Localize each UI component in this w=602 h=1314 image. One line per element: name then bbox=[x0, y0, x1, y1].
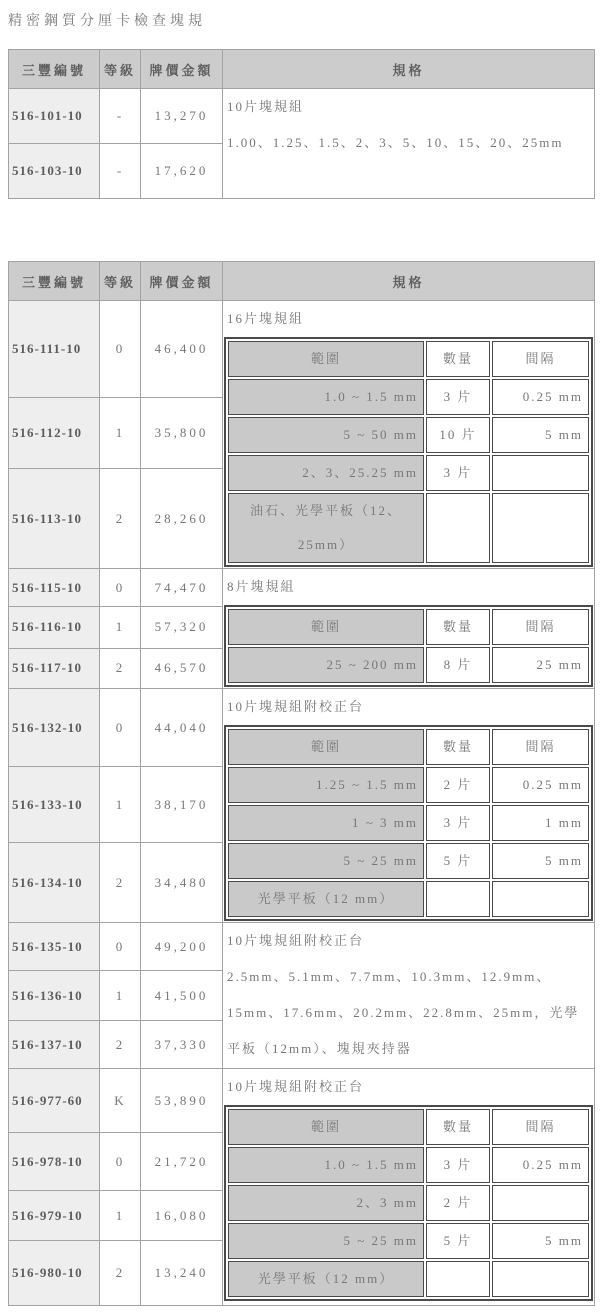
qty-cell bbox=[426, 1261, 490, 1297]
grade-cell: 1 bbox=[100, 607, 141, 648]
col-header-grade: 等級 bbox=[100, 262, 141, 301]
part-number-cell: 516-135-10 bbox=[9, 923, 100, 971]
part-number-cell: 516-112-10 bbox=[9, 398, 100, 469]
grade-cell: 2 bbox=[100, 469, 141, 569]
qty-cell bbox=[426, 881, 490, 917]
range-cell: 5 ~ 25 mm bbox=[228, 843, 424, 879]
nested-header-row bbox=[228, 609, 589, 645]
price-cell: 35,800 bbox=[141, 398, 223, 469]
nested-col-header-range: 範圍 bbox=[228, 729, 424, 765]
spec-title: 10片塊規組附校正台 bbox=[227, 699, 365, 714]
qty-cell: 2 片 bbox=[426, 767, 490, 803]
grade-cell: 2 bbox=[100, 843, 141, 923]
nested-col-header-range: 範圍 bbox=[228, 1109, 424, 1145]
nested-col-header-qty: 數量 bbox=[426, 609, 490, 645]
col-header-grade: 等級 bbox=[100, 50, 141, 89]
grade-cell: 1 bbox=[100, 1191, 141, 1241]
price-cell: 34,480 bbox=[141, 843, 223, 923]
price-cell: 46,570 bbox=[141, 648, 223, 688]
nested-row bbox=[228, 1223, 589, 1259]
price-cell: 37,330 bbox=[141, 1021, 223, 1069]
nested-col-header-interval: 間隔 bbox=[492, 1109, 589, 1145]
nested-row bbox=[228, 843, 589, 879]
nested-row bbox=[228, 1261, 589, 1297]
part-number-cell: 516-978-10 bbox=[9, 1133, 100, 1191]
interval-cell: 1 mm bbox=[492, 805, 589, 841]
range-cell: 光學平板（12 mm） bbox=[228, 1261, 424, 1297]
nested-row bbox=[228, 881, 589, 917]
qty-cell bbox=[426, 493, 490, 563]
spec-title: 8片塊規組 bbox=[227, 579, 296, 594]
nested-col-header-qty: 數量 bbox=[426, 1109, 490, 1145]
nested-col-header-range: 範圍 bbox=[228, 609, 424, 645]
part-number-cell: 516-113-10 bbox=[9, 469, 100, 569]
range-cell: 光學平板（12 mm） bbox=[228, 881, 424, 917]
interval-cell: 25 mm bbox=[492, 647, 589, 683]
grade-cell: 2 bbox=[100, 648, 141, 688]
grade-cell: 0 bbox=[100, 301, 141, 398]
table-row bbox=[9, 923, 595, 971]
qty-cell: 5 片 bbox=[426, 843, 490, 879]
col-header-price: 牌價金額 bbox=[141, 262, 223, 301]
range-cell: 5 ~ 25 mm bbox=[228, 1223, 424, 1259]
col-header-spec: 規格 bbox=[223, 50, 595, 89]
price-cell: 46,400 bbox=[141, 301, 223, 398]
spec-title: 16片塊規組 bbox=[227, 311, 305, 326]
grade-cell: 0 bbox=[100, 923, 141, 971]
range-cell: 1.0 ~ 1.5 mm bbox=[228, 1147, 424, 1183]
nested-row bbox=[228, 417, 589, 453]
table-row bbox=[9, 689, 595, 767]
part-number-cell: 516-111-10 bbox=[9, 301, 100, 398]
qty-cell: 5 片 bbox=[426, 1223, 490, 1259]
spec-cell bbox=[223, 89, 595, 199]
range-cell: 25 ~ 200 mm bbox=[228, 647, 424, 683]
qty-cell: 3 片 bbox=[426, 455, 490, 491]
price-cell: 16,080 bbox=[141, 1191, 223, 1241]
nested-col-header-qty: 數量 bbox=[426, 341, 490, 377]
range-cell: 1.0 ~ 1.5 mm bbox=[228, 379, 424, 415]
interval-cell: 5 mm bbox=[492, 417, 589, 453]
range-cell: 油石、光學平板（12、25mm） bbox=[228, 493, 424, 563]
nested-header-row bbox=[228, 341, 589, 377]
qty-cell: 10 片 bbox=[426, 417, 490, 453]
spec-sizes-text: 2.5mm、5.1mm、7.7mm、10.3mm、12.9mm、15mm、17.6mm、20.2mm、22.8mm、25mm，光學平板（12mm）、塊規夾持器 bbox=[227, 969, 580, 1056]
price-cell: 13,240 bbox=[141, 1241, 223, 1306]
table-row bbox=[9, 1069, 595, 1133]
price-table-2 bbox=[8, 261, 595, 1306]
grade-cell: 1 bbox=[100, 767, 141, 843]
price-cell: 41,500 bbox=[141, 971, 223, 1021]
nested-col-header-qty: 數量 bbox=[426, 729, 490, 765]
spec-sizes-text: 1.00、1.25、1.5、2、3、5、10、15、20、25mm bbox=[227, 135, 564, 150]
price-cell: 74,470 bbox=[141, 569, 223, 607]
part-number-cell: 516-115-10 bbox=[9, 569, 100, 607]
part-number-cell: 516-101-10 bbox=[9, 89, 100, 144]
col-header-spec: 規格 bbox=[223, 262, 595, 301]
spec-cell bbox=[223, 1069, 595, 1306]
range-cell: 5 ~ 50 mm bbox=[228, 417, 424, 453]
part-number-cell: 516-116-10 bbox=[9, 607, 100, 648]
qty-cell: 3 片 bbox=[426, 1147, 490, 1183]
interval-cell: 5 mm bbox=[492, 1223, 589, 1259]
table-row bbox=[9, 301, 595, 398]
nested-col-header-range: 範圍 bbox=[228, 341, 424, 377]
spec-cell bbox=[223, 923, 595, 1069]
interval-cell bbox=[492, 1185, 589, 1221]
nested-row bbox=[228, 379, 589, 415]
nested-header-row bbox=[228, 1109, 589, 1145]
nested-row bbox=[228, 767, 589, 803]
nested-row bbox=[228, 805, 589, 841]
nested-header-row bbox=[228, 729, 589, 765]
interval-cell bbox=[492, 455, 589, 491]
col-header-price: 牌價金額 bbox=[141, 50, 223, 89]
qty-cell: 3 片 bbox=[426, 379, 490, 415]
header-row bbox=[9, 262, 595, 301]
interval-cell bbox=[492, 493, 589, 563]
part-number-cell: 516-980-10 bbox=[9, 1241, 100, 1306]
part-number-cell: 516-137-10 bbox=[9, 1021, 100, 1069]
price-cell: 13,270 bbox=[141, 89, 223, 144]
nested-row bbox=[228, 455, 589, 491]
qty-cell: 2 片 bbox=[426, 1185, 490, 1221]
grade-cell: 1 bbox=[100, 398, 141, 469]
price-cell: 21,720 bbox=[141, 1133, 223, 1191]
range-cell: 2、3 mm bbox=[228, 1185, 424, 1221]
col-header-code: 三豐編號 bbox=[9, 262, 100, 301]
header-row bbox=[9, 50, 595, 89]
spec-title: 10片塊規組附校正台 bbox=[227, 1079, 365, 1094]
interval-cell bbox=[492, 881, 589, 917]
nested-col-header-interval: 間隔 bbox=[492, 609, 589, 645]
interval-cell bbox=[492, 1261, 589, 1297]
nested-row bbox=[228, 647, 589, 683]
interval-cell: 5 mm bbox=[492, 843, 589, 879]
price-cell: 28,260 bbox=[141, 469, 223, 569]
grade-cell: - bbox=[100, 89, 141, 144]
nested-row bbox=[228, 1147, 589, 1183]
col-header-code: 三豐編號 bbox=[9, 50, 100, 89]
grade-cell: 2 bbox=[100, 1021, 141, 1069]
interval-cell: 0.25 mm bbox=[492, 1147, 589, 1183]
spec-detail-table bbox=[224, 605, 593, 687]
part-number-cell: 516-133-10 bbox=[9, 767, 100, 843]
table-row bbox=[9, 569, 595, 607]
grade-cell: 2 bbox=[100, 1241, 141, 1306]
price-cell: 49,200 bbox=[141, 923, 223, 971]
grade-cell: K bbox=[100, 1069, 141, 1133]
page-title: 精密鋼質分厘卡檢查塊規 bbox=[8, 14, 206, 29]
table-row bbox=[9, 89, 595, 144]
nested-col-header-interval: 間隔 bbox=[492, 729, 589, 765]
spec-detail-table bbox=[224, 1105, 593, 1301]
price-cell: 38,170 bbox=[141, 767, 223, 843]
price-cell: 44,040 bbox=[141, 689, 223, 767]
spec-cell bbox=[223, 689, 595, 923]
part-number-cell: 516-979-10 bbox=[9, 1191, 100, 1241]
nested-col-header-interval: 間隔 bbox=[492, 341, 589, 377]
part-number-cell: 516-977-60 bbox=[9, 1069, 100, 1133]
nested-row bbox=[228, 1185, 589, 1221]
part-number-cell: 516-117-10 bbox=[9, 648, 100, 688]
range-cell: 1.25 ~ 1.5 mm bbox=[228, 767, 424, 803]
qty-cell: 3 片 bbox=[426, 805, 490, 841]
spec-detail-table bbox=[224, 337, 593, 567]
grade-cell: 0 bbox=[100, 689, 141, 767]
interval-cell: 0.25 mm bbox=[492, 767, 589, 803]
price-cell: 17,620 bbox=[141, 144, 223, 199]
grade-cell: 0 bbox=[100, 569, 141, 607]
grade-cell: 0 bbox=[100, 1133, 141, 1191]
part-number-cell: 516-132-10 bbox=[9, 689, 100, 767]
spec-cell bbox=[223, 301, 595, 569]
part-number-cell: 516-134-10 bbox=[9, 843, 100, 923]
grade-cell: - bbox=[100, 144, 141, 199]
interval-cell: 0.25 mm bbox=[492, 379, 589, 415]
spec-cell bbox=[223, 569, 595, 689]
nested-row bbox=[228, 493, 589, 563]
spec-title: 10片塊規組附校正台 bbox=[227, 933, 365, 948]
price-table-1 bbox=[8, 49, 595, 199]
price-cell: 53,890 bbox=[141, 1069, 223, 1133]
price-cell: 57,320 bbox=[141, 607, 223, 648]
range-cell: 2、3、25.25 mm bbox=[228, 455, 424, 491]
part-number-cell: 516-103-10 bbox=[9, 144, 100, 199]
part-number-cell: 516-136-10 bbox=[9, 971, 100, 1021]
spec-detail-table bbox=[224, 725, 593, 921]
grade-cell: 1 bbox=[100, 971, 141, 1021]
spec-title: 10片塊規組 bbox=[227, 99, 305, 114]
qty-cell: 8 片 bbox=[426, 647, 490, 683]
range-cell: 1 ~ 3 mm bbox=[228, 805, 424, 841]
